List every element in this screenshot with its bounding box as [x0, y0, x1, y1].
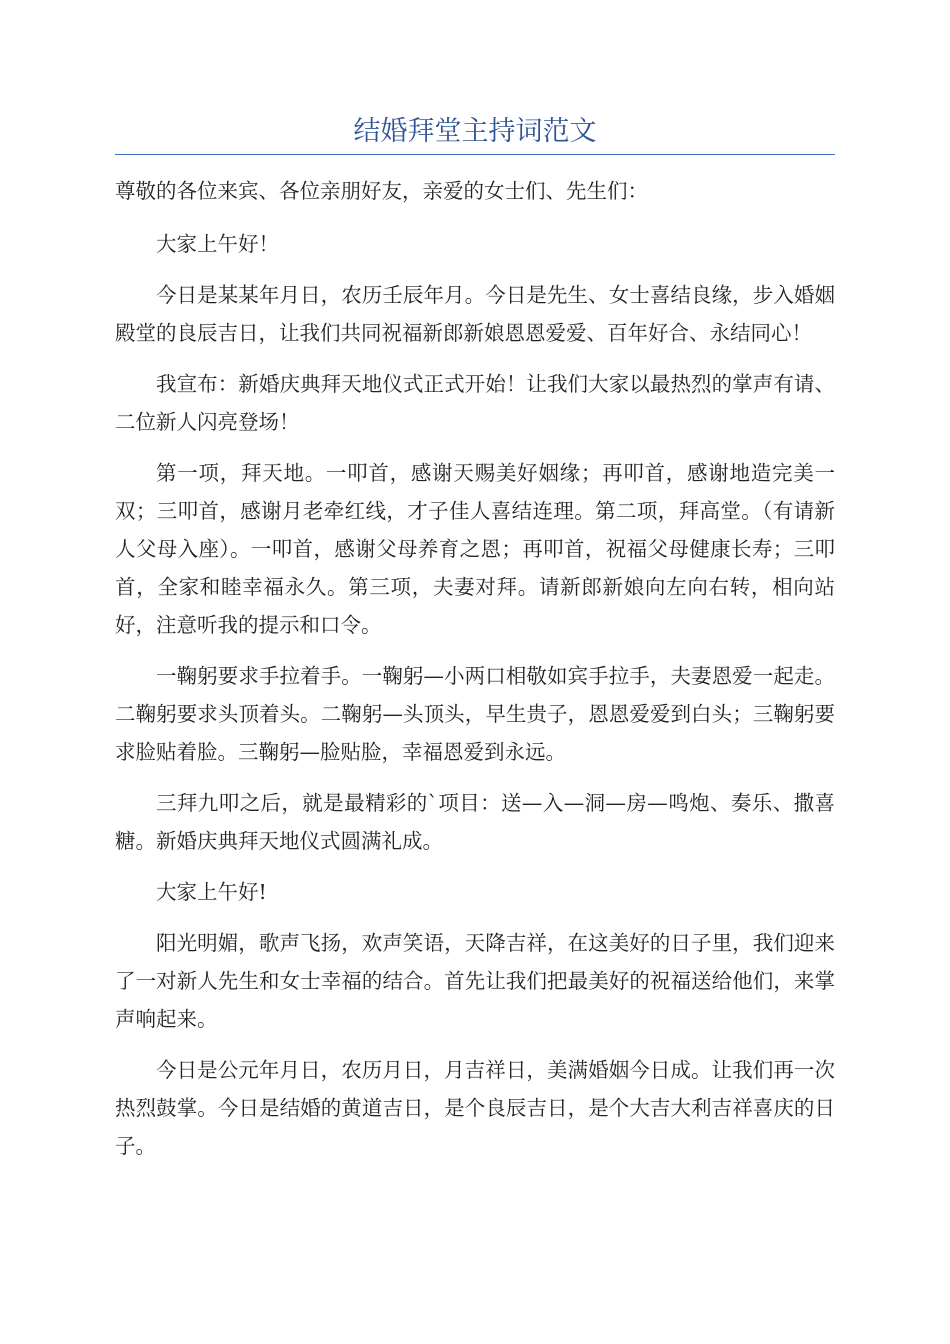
body-paragraph: 阳光明媚，歌声飞扬，欢声笑语，天降吉祥，在这美好的日子里，我们迎来了一对新人先生和女士幸福的结合。首先让我们把最美好的祝福送给他们，来掌声响起来。	[115, 931, 835, 1031]
document-title: 结婚拜堂主持词范文	[353, 116, 597, 147]
body-paragraph: 一鞠躬要求手拉着手。一鞠躬—小两口相敬如宾手拉手，夫妻恩爱一起走。二鞠躬要求头顶着头。二鞠躬—头顶头，早生贵子，恩恩爱爱到白头；三鞠躬要求脸贴着脸。三鞠躬—脸贴脸，幸福恩爱到永远。	[115, 664, 835, 764]
title-underline	[115, 154, 835, 155]
body-paragraph: 今日是某某年月日，农历壬辰年月。今日是先生、女士喜结良缘，步入婚姻殿堂的良辰吉日，让我们共同祝福新郎新娘恩恩爱爱、百年好合、永结同心！	[115, 283, 835, 345]
body-paragraph: 大家上午好！	[156, 232, 279, 256]
body-paragraph: 三拜九叩之后，就是最精彩的`项目：送—入—洞—房—鸣炮、奏乐、撒喜糖。新婚庆典拜天地仪式圆满礼成。	[115, 791, 835, 853]
body-paragraph: 我宣布：新婚庆典拜天地仪式正式开始！让我们大家以最热烈的掌声有请、二位新人闪亮登场！	[115, 372, 835, 434]
body-paragraph: 今日是公元年月日，农历月日，月吉祥日，美满婚姻今日成。让我们再一次热烈鼓掌。今日是结婚的黄道吉日，是个良辰吉日，是个大吉大利吉祥喜庆的日子。	[115, 1058, 835, 1158]
body-paragraph: 大家上午好!	[156, 880, 267, 904]
body-paragraph: 第一项，拜天地。一叩首，感谢天赐美好姻缘；再叩首，感谢地造完美一双；三叩首，感谢月老牵红线，才子佳人喜结连理。第二项，拜高堂。（有请新人父母入座）。一叩首，感谢父母养育之恩；再叩首，祝福父母健康长寿；三叩首，全家和睦幸福永久。第三项，夫妻对拜。请新郎新娘向左向右转，相向站好，注意听我的提示和口令。	[115, 461, 835, 637]
greeting-paragraph: 尊敬的各位来宾、各位亲朋好友，亲爱的女士们、先生们：	[115, 179, 648, 203]
document-body	[115, 172, 835, 1178]
